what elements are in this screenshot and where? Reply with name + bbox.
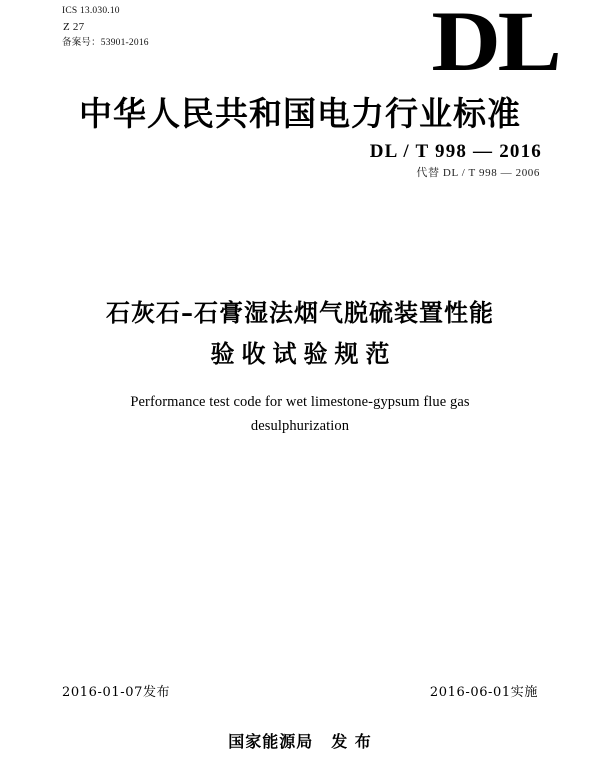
issuer-block [0,729,600,752]
document-title-en-line2: desulphurization [250,417,350,434]
effective-date: 2016-06-01实施 [429,685,538,700]
ics-info-block [62,4,149,50]
document-title-cn-line2: 验收试验规范 [210,339,397,369]
issue-date: 2016-01-07发布 [62,685,171,700]
classification-code: Z 27 [63,20,85,33]
issuer-name: 国家能源局 [228,732,314,751]
standard-number: DL / T 998 — 2016 [369,141,542,162]
document-title-en [0,391,600,439]
document-title-cn-line1: 石灰石–石膏湿法烟气脱硫装置性能 [106,298,494,327]
standard-replaces: 代替 DL / T 998 — 2006 [416,167,540,179]
date-row [62,681,538,700]
dl-logo: DL [430,0,558,89]
document-title-en-line1: Performance test code for wet limestone-gypsum flue gas [130,394,470,410]
record-number: 备案号：53901-2016 [62,37,149,48]
national-standard-title: 中华人民共和国电力行业标准 [79,94,521,133]
ics-code: ICS 13.030.10 [62,6,120,16]
document-title-cn [0,292,600,375]
publish-label: 发 布 [331,732,372,751]
